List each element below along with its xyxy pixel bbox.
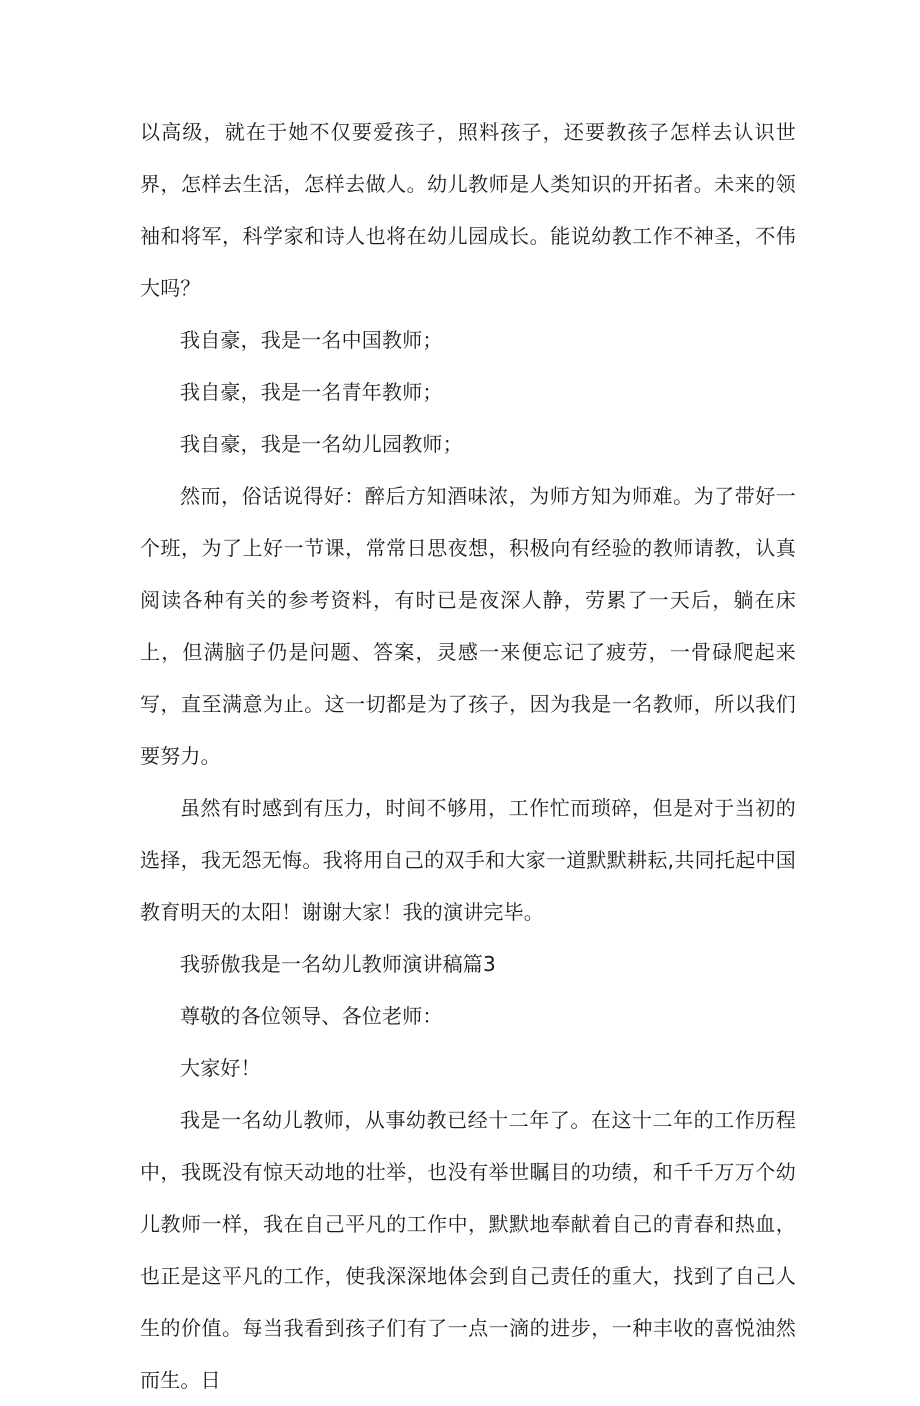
document-body <box>140 106 796 1406</box>
paragraph-salutation: 尊敬的各位领导、各位老师： <box>180 1004 443 1028</box>
paragraph-proud-chinese-teacher: 我自豪，我是一名中国教师； <box>180 328 443 352</box>
paragraph-no-regrets: 虽然有时感到有压力，时间不够用，工作忙而琐碎，但是对于当初的选择，我无怨无悔。我将用自己的双手和大家一道默默耕耘,共同托起中国教育明天的太阳！谢谢大家！我的演讲完毕。 <box>140 796 796 924</box>
paragraph-proud-young-teacher: 我自豪，我是一名青年教师； <box>180 380 443 404</box>
paragraph-however: 然而，俗话说得好：醉后方知酒味浓，为师方知为师难。为了带好一个班，为了上好一节课，常常日思夜想，积极向有经验的教师请教，认真阅读各种有关的参考资料，有时已是夜深人静，劳累了一天后，躺在床上，但满脑子仍是问题、答案，灵感一来便忘记了疲劳，一骨碌爬起来写，直至满意为止。这一切都是为了孩子，因为我是一名教师，所以我们要努力。 <box>140 484 796 768</box>
paragraph-proud-kindergarten-teacher: 我自豪，我是一名幼儿园教师； <box>180 432 463 456</box>
section-heading: 我骄傲我是一名幼儿教师演讲稿篇3 <box>180 952 496 976</box>
paragraph-continuation: 以高级，就在于她不仅要爱孩子，照料孩子，还要教孩子怎样去认识世界，怎样去生活，怎样去做人。幼儿教师是人类知识的开拓者。未来的领袖和将军，科学家和诗人也将在幼儿园成长。能说幼教工作不神圣，不伟大吗？ <box>140 120 796 300</box>
paragraph-greeting: 大家好！ <box>180 1056 261 1080</box>
paragraph-twelve-years: 我是一名幼儿教师，从事幼教已经十二年了。在这十二年的工作历程中，我既没有惊天动地的壮举，也没有举世瞩目的功绩，和千千万万个幼儿教师一样，我在自己平凡的工作中，默默地奉献着自己的青春和热血，也正是这平凡的工作，使我深深地体会到自己责任的重大，找到了自己人生的价值。每当我看到孩子们有了一点一滴的进步，一种丰收的喜悦油然而生。日 <box>140 1108 796 1392</box>
